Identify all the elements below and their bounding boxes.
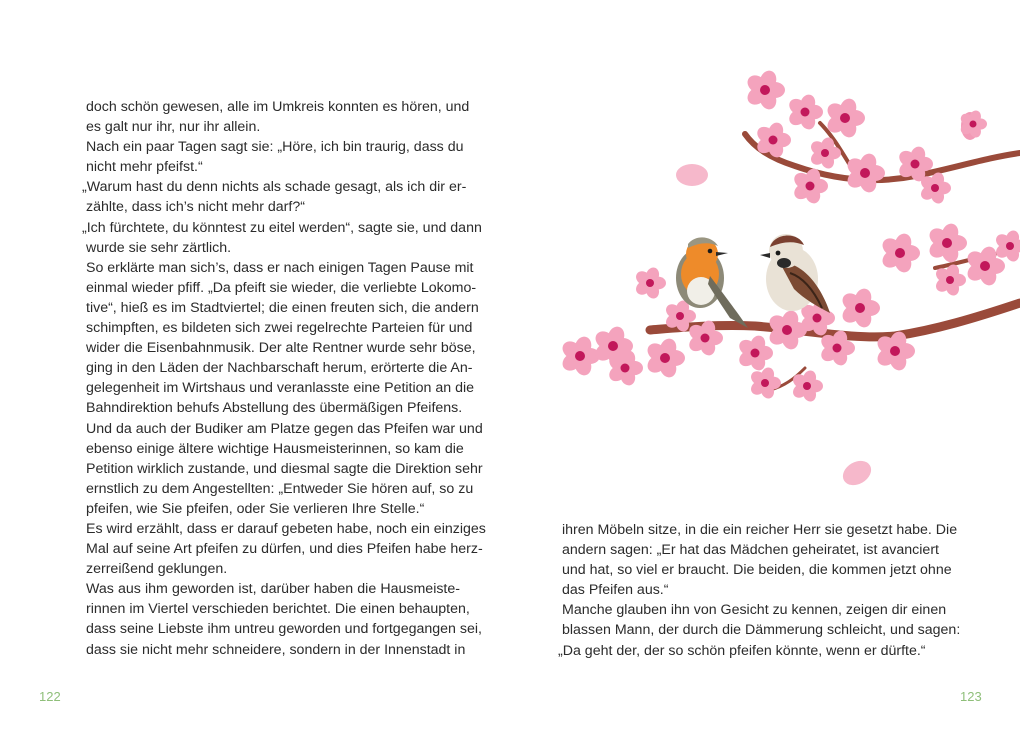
page-number-left: 122 bbox=[39, 689, 61, 704]
text-line: rinnen im Viertel verschieden berichtet. Die einen behaupten, bbox=[86, 601, 470, 618]
text-line: tive“, hieß es im Stadtviertel; die einen freuten sich, die andern bbox=[86, 299, 479, 316]
sparrow-bird bbox=[760, 234, 830, 313]
blossom-flower bbox=[926, 222, 967, 265]
blossom-flower bbox=[559, 335, 600, 378]
text-line: das Pfeifen aus.“ bbox=[562, 582, 669, 599]
text-line: und hat, so viel er braucht. Die beiden, die kommen jetzt ohne bbox=[562, 562, 952, 579]
text-line: andern sagen: „Er hat das Mädchen geheiratet, ist avanciert bbox=[562, 542, 939, 559]
text-line: „Da geht der, der so schön pfeifen könnte, wenn er dürfte.“ bbox=[558, 642, 926, 659]
text-line: Petition wirklich zustande, und diesmal sagte die Direktion sehr bbox=[86, 460, 483, 477]
text-line: zerreißend geklungen. bbox=[86, 561, 228, 578]
blossom-flower bbox=[744, 69, 785, 112]
falling-petal bbox=[676, 164, 708, 186]
text-line: schimpften, es bildeten sich zwei regelrechte Parteien für und bbox=[86, 320, 473, 337]
text-line: Manche glauben ihn von Gesicht zu kennen, zeigen dir einen bbox=[562, 602, 947, 619]
text-line: ernstlich zu dem Angestellten: „Entweder Sie hören auf, so zu bbox=[86, 480, 474, 497]
text-line: einmal wieder pfiff. „Da pfeift sie wieder, die verliebte Lokomo- bbox=[86, 279, 477, 296]
text-line: es galt nur ihr, nur ihr allein. bbox=[86, 119, 261, 136]
blossom-flower bbox=[633, 266, 666, 300]
text-line: Was aus ihm geworden ist, darüber haben die Hausmeiste- bbox=[86, 581, 460, 598]
text-line: doch schön gewesen, alle im Umkreis konnten es hören, und bbox=[86, 99, 470, 115]
text-line: dass sie nicht mehr schneidere, sondern in der Innenstadt in bbox=[86, 641, 466, 658]
text-line: Bahndirektion behufs Abstellung des übermäßigen Pfeifens. bbox=[86, 400, 463, 417]
blossom-flower bbox=[993, 229, 1020, 263]
text-line: „Ich fürchtete, du könntest zu eitel werden“, sagte sie, und dann bbox=[82, 219, 482, 236]
blossom-flower bbox=[754, 121, 791, 160]
text-line: ihren Möbeln sitze, in die ein reicher Herr sie gesetzt habe. Die bbox=[562, 522, 958, 538]
blossom-flower bbox=[644, 337, 685, 380]
blossom-flower bbox=[786, 93, 823, 132]
text-line: ging in den Läden der Nachbarschaft herum, erörterte die An- bbox=[86, 360, 473, 377]
text-line: wurde sie sehr zärtlich. bbox=[86, 239, 232, 256]
blossom-flower bbox=[839, 287, 880, 330]
text-line: Nach ein paar Tagen sagt sie: „Höre, ich bin traurig, dass du bbox=[86, 139, 464, 156]
text-line: gelegenheit im Wirtshaus und veranlasste eine Petition an die bbox=[86, 380, 475, 397]
text-line: wider die Eisenbahnmusik. Der alte Rentner wurde sehr böse, bbox=[86, 340, 476, 357]
falling-petal bbox=[839, 456, 876, 490]
text-line: dass seine Liebste ihm untreu geworden und fortgegangen sei, bbox=[86, 621, 482, 638]
text-line: „Warum hast du denn nichts als schade gesagt, als ich dir er- bbox=[82, 179, 467, 196]
text-line: Und da auch der Budiker am Platze gegen das Pfeifen war und bbox=[86, 420, 483, 437]
text-line: Es wird erzählt, dass er darauf gebeten habe, noch ein einziges bbox=[86, 520, 486, 537]
left-page-text bbox=[82, 97, 486, 660]
blossom-flower bbox=[736, 334, 773, 373]
cherry-blossom-birds-illustration bbox=[555, 68, 1020, 498]
blossom-flower bbox=[844, 152, 885, 195]
page-number-right: 123 bbox=[960, 689, 982, 704]
text-line: pfeifen, wie Sie pfeifen, oder Sie verlieren Ihre Stelle.“ bbox=[86, 500, 425, 517]
text-line: zählte, dass ich’s nicht mehr darf?“ bbox=[86, 199, 305, 216]
blossom-flower bbox=[879, 232, 920, 275]
right-page-text bbox=[558, 520, 961, 661]
blossom-flower bbox=[748, 366, 781, 400]
text-line: nicht mehr pfeifst.“ bbox=[86, 159, 203, 176]
text-line: So erklärte man sich’s, dass er nach einigen Tagen Pause mit bbox=[86, 259, 474, 276]
text-line: Mal auf seine Art pfeifen zu dürfen, und dies Pfeifen habe herz- bbox=[86, 541, 483, 558]
blossom-flower bbox=[790, 369, 823, 403]
text-line: blassen Mann, der durch die Dämmerung schleicht, und sagen: bbox=[562, 622, 961, 639]
text-line: ebenso einige ältere wichtige Hausmeisterinnen, so kam die bbox=[86, 440, 464, 457]
